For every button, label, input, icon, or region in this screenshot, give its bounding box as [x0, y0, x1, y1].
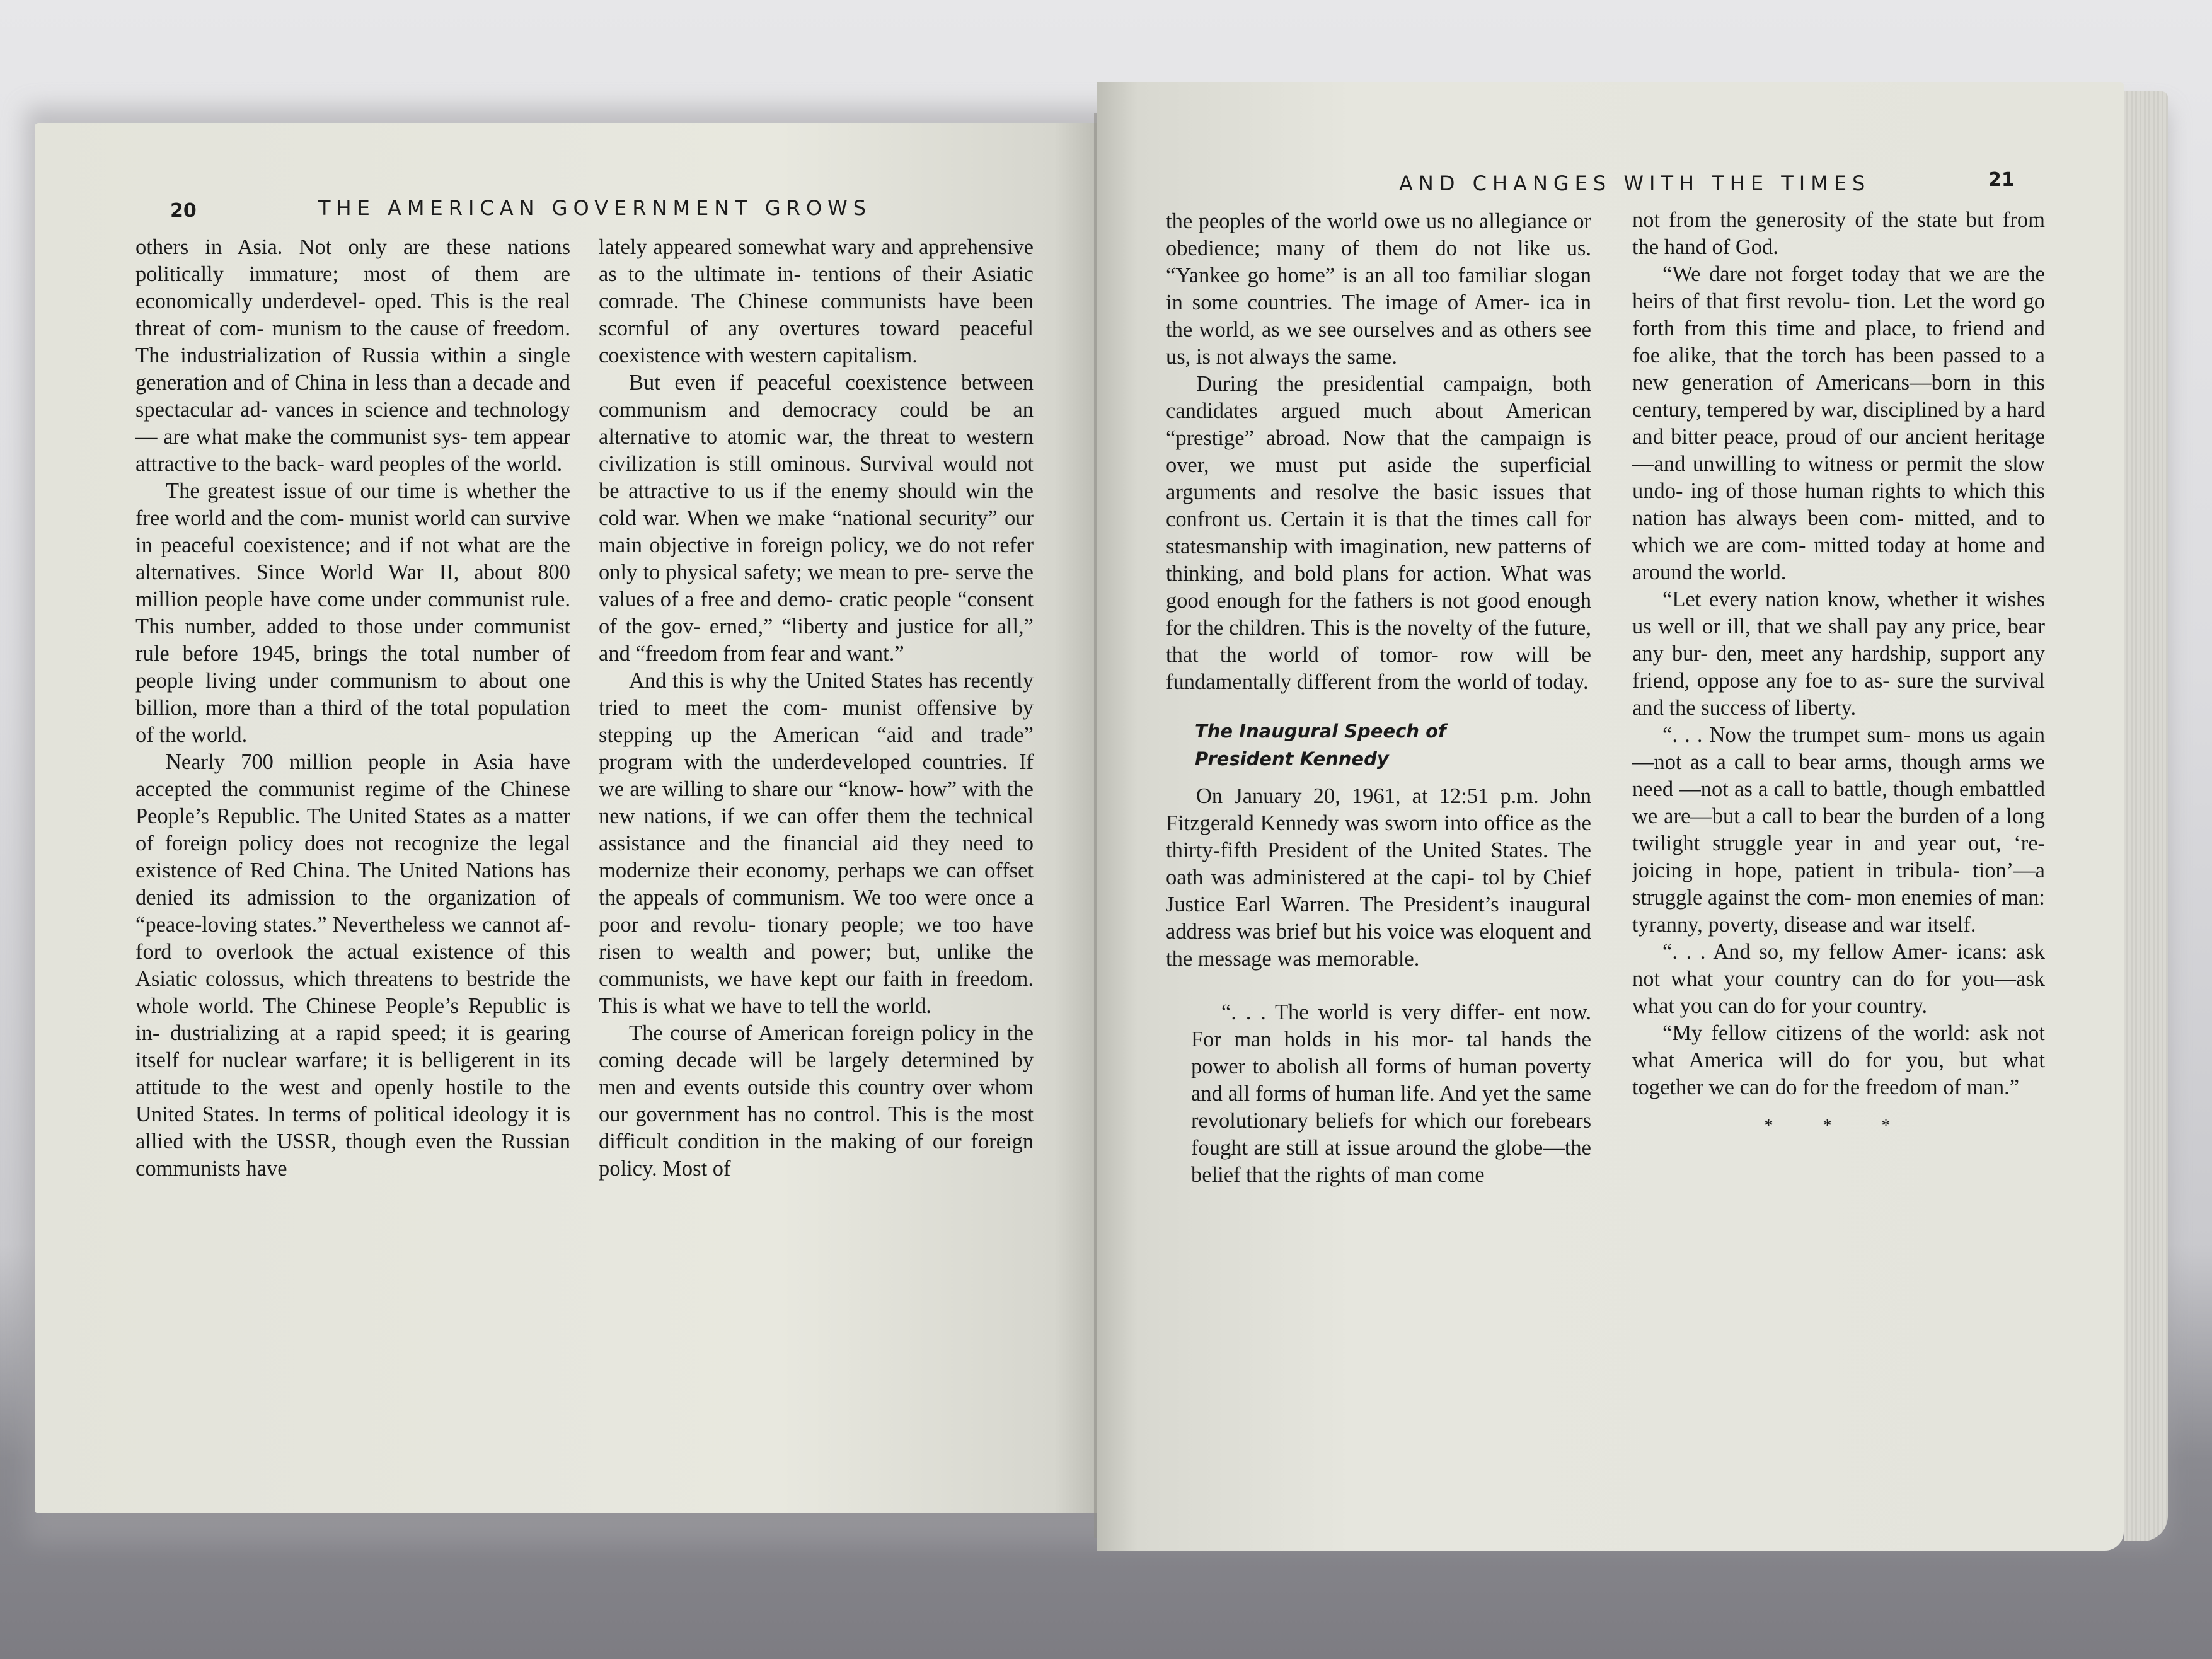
- page-stack-edge: [2124, 91, 2168, 1541]
- paragraph: Nearly 700 million people in Asia have accepted the communist regime of the Chinese People’s Republic. The United States as a matter of foreign policy does not recognize the legal existence of Red China. The United Nations has denied its admission to the organization of “peace-loving states.” Nevertheless we cannot af- ford to overlook the actual existence of this Asiatic colossus, which threatens to bestride the whole world. The Chinese People’s Republic is in- dustrializing at a rapid speed; it is gearing itself for nuclear warfare; it is belligerent in its attitude to the west and openly hostile to the United States. In terms of political ideology it is allied with the USSR, though even the Russian communists have: [135, 750, 570, 1181]
- paragraph: But even if peaceful coexistence between communism and democracy could be an alternative to atomic war, the threat to western civilization is still ominous. Survival would not be attractive to us if the enemy should win the cold war. When we make “national security” our main objective in foreign policy, we do not refer only to physical safety; we mean to pre- serve the values of a free and demo- cratic people “consent of the gov- erned,” “liberty and justice for all,” and “freedom from fear and want.”: [599, 371, 1034, 666]
- text-column-1: [135, 234, 570, 1182]
- paragraph: others in Asia. Not only are these nations politically immature; most of them are economically underdevel- oped. This is the real threat of com- munism to the cause of freedom. The industrialization of Russia within a single generation and of China in less than a decade and spectacular ad- vances in science and technology— are what make the communist sys- tem appear attractive to the back- ward peoples of the world.: [135, 235, 570, 476]
- running-head: THE AMERICAN GOVERNMENT GROWS: [318, 196, 872, 220]
- subheading-line: The Inaugural Speech of: [1195, 720, 1446, 742]
- paragraph: “My fellow citizens of the world: ask not what America will do for you, but what together we can do for the freedom of man.”: [1632, 1021, 2045, 1099]
- paragraph: “. . . And so, my fellow Amer- icans: ask not what your country can do for you—ask what you can do for your country.: [1632, 940, 2045, 1018]
- paragraph: On January 20, 1961, at 12:51 p.m. John Fitzgerald Kennedy was sworn into office as the thirty-fifth President of the United States. The oath was administered at the capi- tol by Chief Justice Earl Warren. The President’s inaugural address was brief but his voice was eloquent and the message was memorable.: [1166, 784, 1591, 971]
- paragraph: The course of American foreign policy in the coming decade will be largely determined by men and events outside this country over whom our government has no control. This is the most difficult condition in the making of our foreign policy. Most of: [599, 1021, 1034, 1181]
- text-column-3: [1166, 208, 1591, 1189]
- right-page: [1097, 82, 2124, 1551]
- page-number: 20: [170, 200, 197, 222]
- page-number: 21: [1988, 169, 2015, 191]
- text-column-4: [1632, 207, 2045, 1140]
- paragraph: “Let every nation know, whether it wishes us well or ill, that we shall pay any price, bear any bur- den, meet any hardship, support any friend, oppose any foe to as- sure the survival and the success of liberty.: [1632, 587, 2045, 720]
- quote-paragraph: “. . . The world is very differ- ent now. For man holds in his mor- tal hands the power to abolish all forms of human poverty and all forms of human life. And yet the same revolutionary beliefs for which our forebears fought are still at issue around the globe—the belief that the rights of man come: [1191, 1000, 1591, 1187]
- left-page: [35, 123, 1097, 1513]
- paragraph: During the presidential campaign, both candidates argued much about American “prestige” abroad. Now that the campaign is over, we must put aside the superficial arguments and resolve the basic issues that confront us. Certain it is that the times call for statesmanship with imagination, new patterns of thinking, and bold plans for action. What was good enough for the fathers is not good enough for the children. This is the novelty of the future, that the world of tomor- row will be fundamentally different from the world of today.: [1166, 372, 1591, 694]
- running-head: AND CHANGES WITH THE TIMES: [1399, 171, 1871, 195]
- paragraph: The greatest issue of our time is whether the free world and the com- munist world can survive in peaceful coexistence; and if not what are the alternatives. Since World War II, about 800 million people have come under communist rule. This number, added to those under communist rule before 1945, brings the total number of people living under communism to about one billion, more than a third of the total population of the world.: [135, 479, 570, 747]
- section-end-mark: * * *: [1764, 1116, 1913, 1136]
- subheading-line: President Kennedy: [1195, 748, 1389, 770]
- paragraph: the peoples of the world owe us no allegiance or obedience; many of them do not like us. “Yankee go home” is an all too familiar slogan in some countries. The image of Amer- ica in the world, as we see ourselves and as others see us, is not always the same.: [1166, 209, 1591, 369]
- paragraph: “. . . Now the trumpet sum- mons us again—not as a call to bear arms, though arms we need —not as a call to battle, though embattled we are—but a call to bear the burden of a long twilight struggle year in and year out, ‘re- joicing in hope, patient in tribula- tion’—a struggle against the com- mon enemies of man: tyranny, poverty, disease and war itself.: [1632, 723, 2045, 937]
- section-subheading: [1195, 717, 1591, 773]
- paragraph: lately appeared somewhat wary and apprehensive as to the ultimate in- tentions of their Asiatic comrade. The Chinese communists have been scornful of any overtures toward peaceful coexistence with western capitalism.: [599, 235, 1034, 367]
- paragraph: “We dare not forget today that we are the heirs of that first revolu- tion. Let the word go forth from this time and place, to friend and foe alike, that the torch has been passed to a new generation of Americans—born in this century, tempered by war, disciplined by a hard and bitter peace, proud of our ancient heritage—and unwilling to witness or permit the slow undo- ing of those human rights to which this nation has always been com- mitted, and to which we are com- mitted today at home and around the world.: [1632, 262, 2045, 584]
- paragraph: And this is why the United States has recently tried to meet the com- munist offensive by stepping up the American “aid and trade” program with the underdeveloped countries. If we are willing to share our “know- how” with the new nations, if we can offer them the technical assistance and the financial aid they need to modernize their economy, perhaps we can offset the appeals of communism. We too were once a poor and revolu- tionary people; we too have risen to wealth and power; but, unlike the communists, we have kept our faith in freedom. This is what we have to tell the world.: [599, 669, 1034, 1018]
- text-column-2: [599, 234, 1034, 1182]
- paragraph: not from the generosity of the state but from the hand of God.: [1632, 208, 2045, 259]
